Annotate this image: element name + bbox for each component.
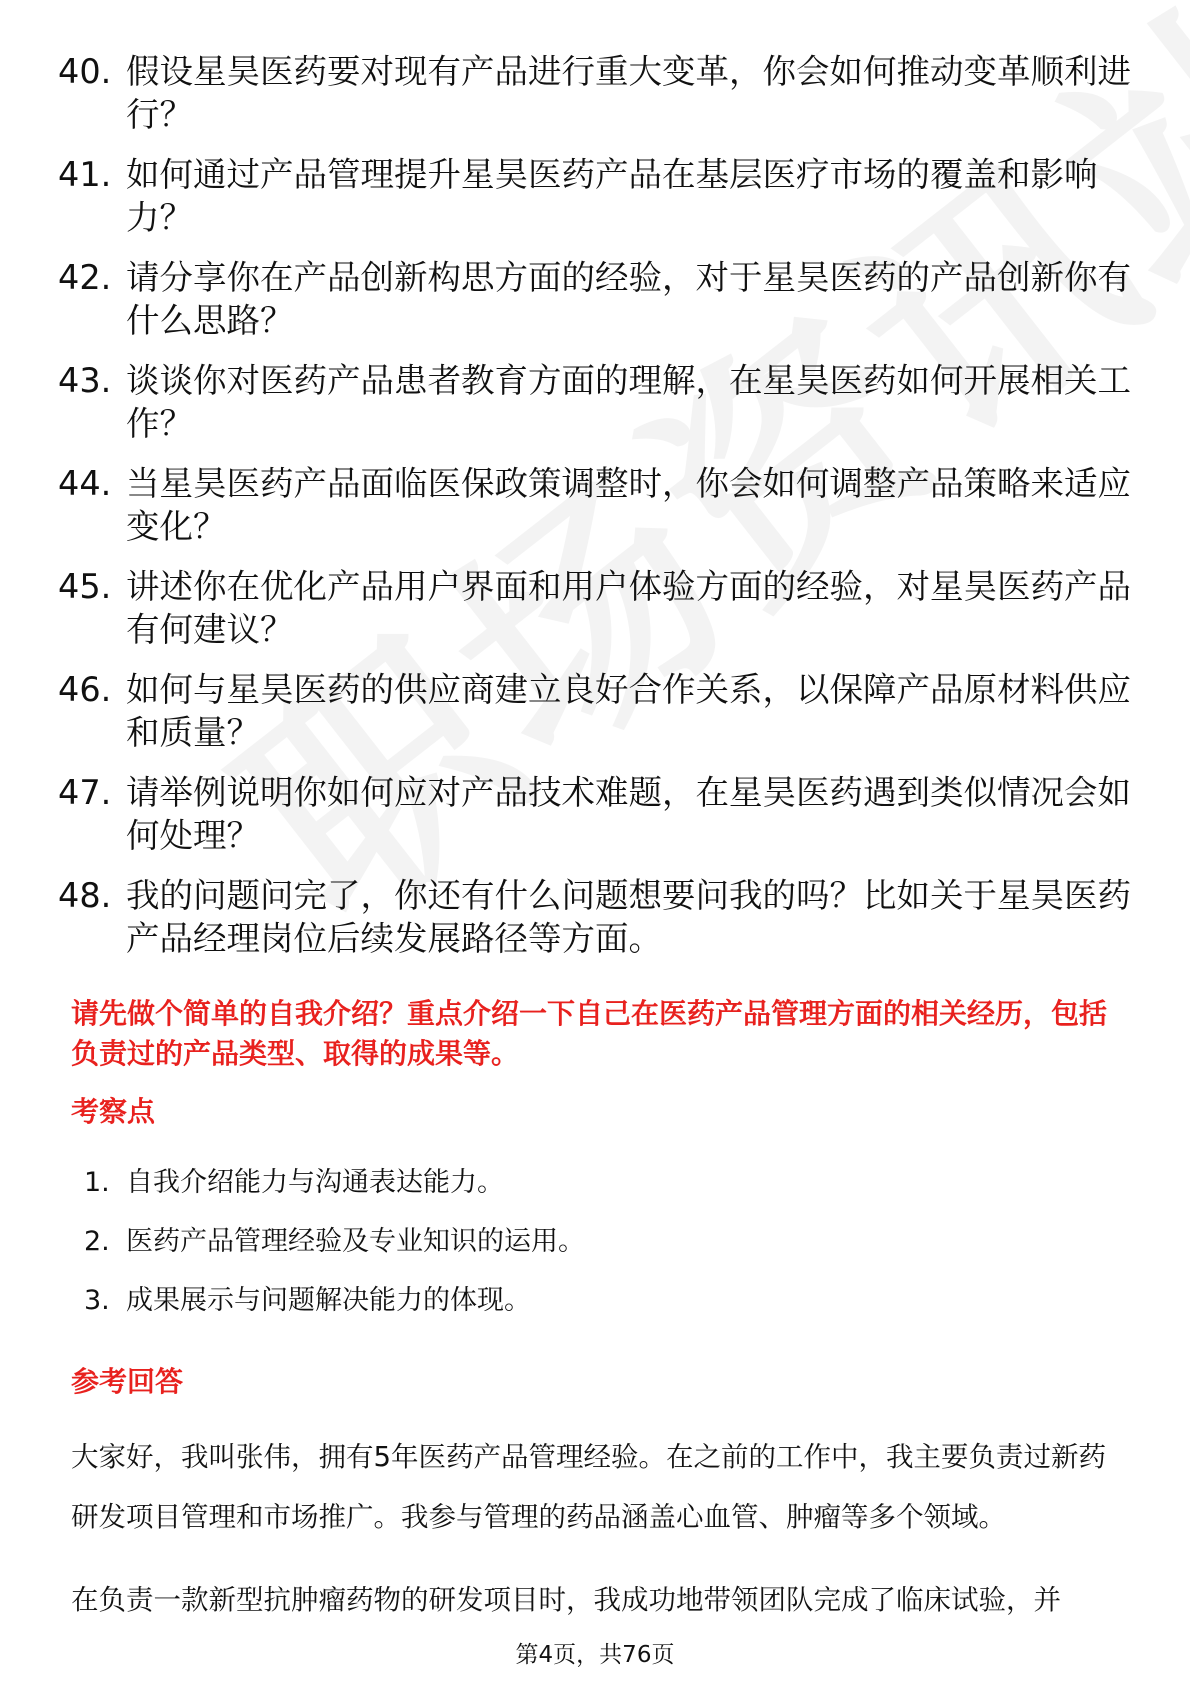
item-text: 医药产品管理经验及专业知识的运用。	[126, 1226, 585, 1257]
item-text: 请举例说明你如何应对产品技术难题，在星昊医药遇到类似情况会如何处理？	[126, 773, 1131, 855]
list-item	[84, 1283, 585, 1319]
item-number: 43.	[58, 361, 112, 400]
section-label-answer: 参考回答	[71, 1365, 184, 1398]
item-text: 谈谈你对医药产品患者教育方面的理解，在星昊医药如何开展相关工作？	[126, 361, 1131, 443]
item-text: 如何通过产品管理提升星昊医药产品在基层医疗市场的覆盖和影响力？	[126, 155, 1098, 237]
list-item	[84, 1224, 585, 1260]
item-number: 42.	[58, 258, 112, 297]
item-text: 当星昊医药产品面临医保政策调整时，你会如何调整产品策略来适应变化？	[126, 464, 1131, 546]
list-item	[58, 462, 1138, 548]
points-list	[84, 1165, 585, 1342]
answer-paragraph: 在负责一款新型抗肿瘤药物的研发项目时，我成功地带领团队完成了临床试验，并	[71, 1584, 1061, 1616]
item-text: 讲述你在优化产品用户界面和用户体验方面的经验，对星昊医药产品有何建议？	[126, 567, 1131, 649]
item-text: 如何与星昊医药的供应商建立良好合作关系，以保障产品原材料供应和质量？	[126, 670, 1131, 752]
item-number: 48.	[58, 876, 112, 915]
item-text: 自我介绍能力与沟通表达能力。	[126, 1167, 504, 1198]
item-number: 47.	[58, 773, 112, 812]
list-item	[58, 668, 1138, 754]
item-number: 46.	[58, 670, 112, 709]
item-number: 40.	[58, 52, 112, 91]
page-footer: 第4页，共76页	[515, 1642, 675, 1668]
list-item	[58, 50, 1138, 136]
item-text: 请分享你在产品创新构思方面的经验，对于星昊医药的产品创新你有什么思路？	[126, 258, 1131, 340]
item-text: 假设星昊医药要对现有产品进行重大变革，你会如何推动变革顺利进行？	[126, 52, 1131, 134]
list-item	[84, 1165, 585, 1201]
item-number: 41.	[58, 155, 112, 194]
item-text: 成果展示与问题解决能力的体现。	[126, 1285, 531, 1316]
item-number: 1.	[84, 1167, 110, 1198]
answer-paragraph: 大家好，我叫张伟，拥有5年医药产品管理经验。在之前的工作中，我主要负责过新药研发项目管理和市场推广。我参与管理的药品涵盖心血管、肿瘤等多个领域。	[71, 1441, 1106, 1533]
item-number: 45.	[58, 567, 112, 606]
list-item	[58, 153, 1138, 239]
item-number: 3.	[84, 1285, 110, 1316]
section-label-points: 考察点	[71, 1095, 156, 1128]
item-number: 2.	[84, 1226, 110, 1257]
item-text: 我的问题问完了，你还有什么问题想要问我的吗？比如关于星昊医药产品经理岗位后续发展路径等方面。	[126, 876, 1131, 958]
item-number: 44.	[58, 464, 112, 503]
list-item	[58, 256, 1138, 342]
question-list	[58, 50, 1138, 977]
list-item	[58, 771, 1138, 857]
list-item	[58, 359, 1138, 445]
list-item	[58, 874, 1138, 960]
list-item	[58, 565, 1138, 651]
question-headline: 请先做个简单的自我介绍？重点介绍一下自己在医药产品管理方面的相关经历，包括负责过的产品类型、取得的成果等。	[71, 997, 1108, 1070]
